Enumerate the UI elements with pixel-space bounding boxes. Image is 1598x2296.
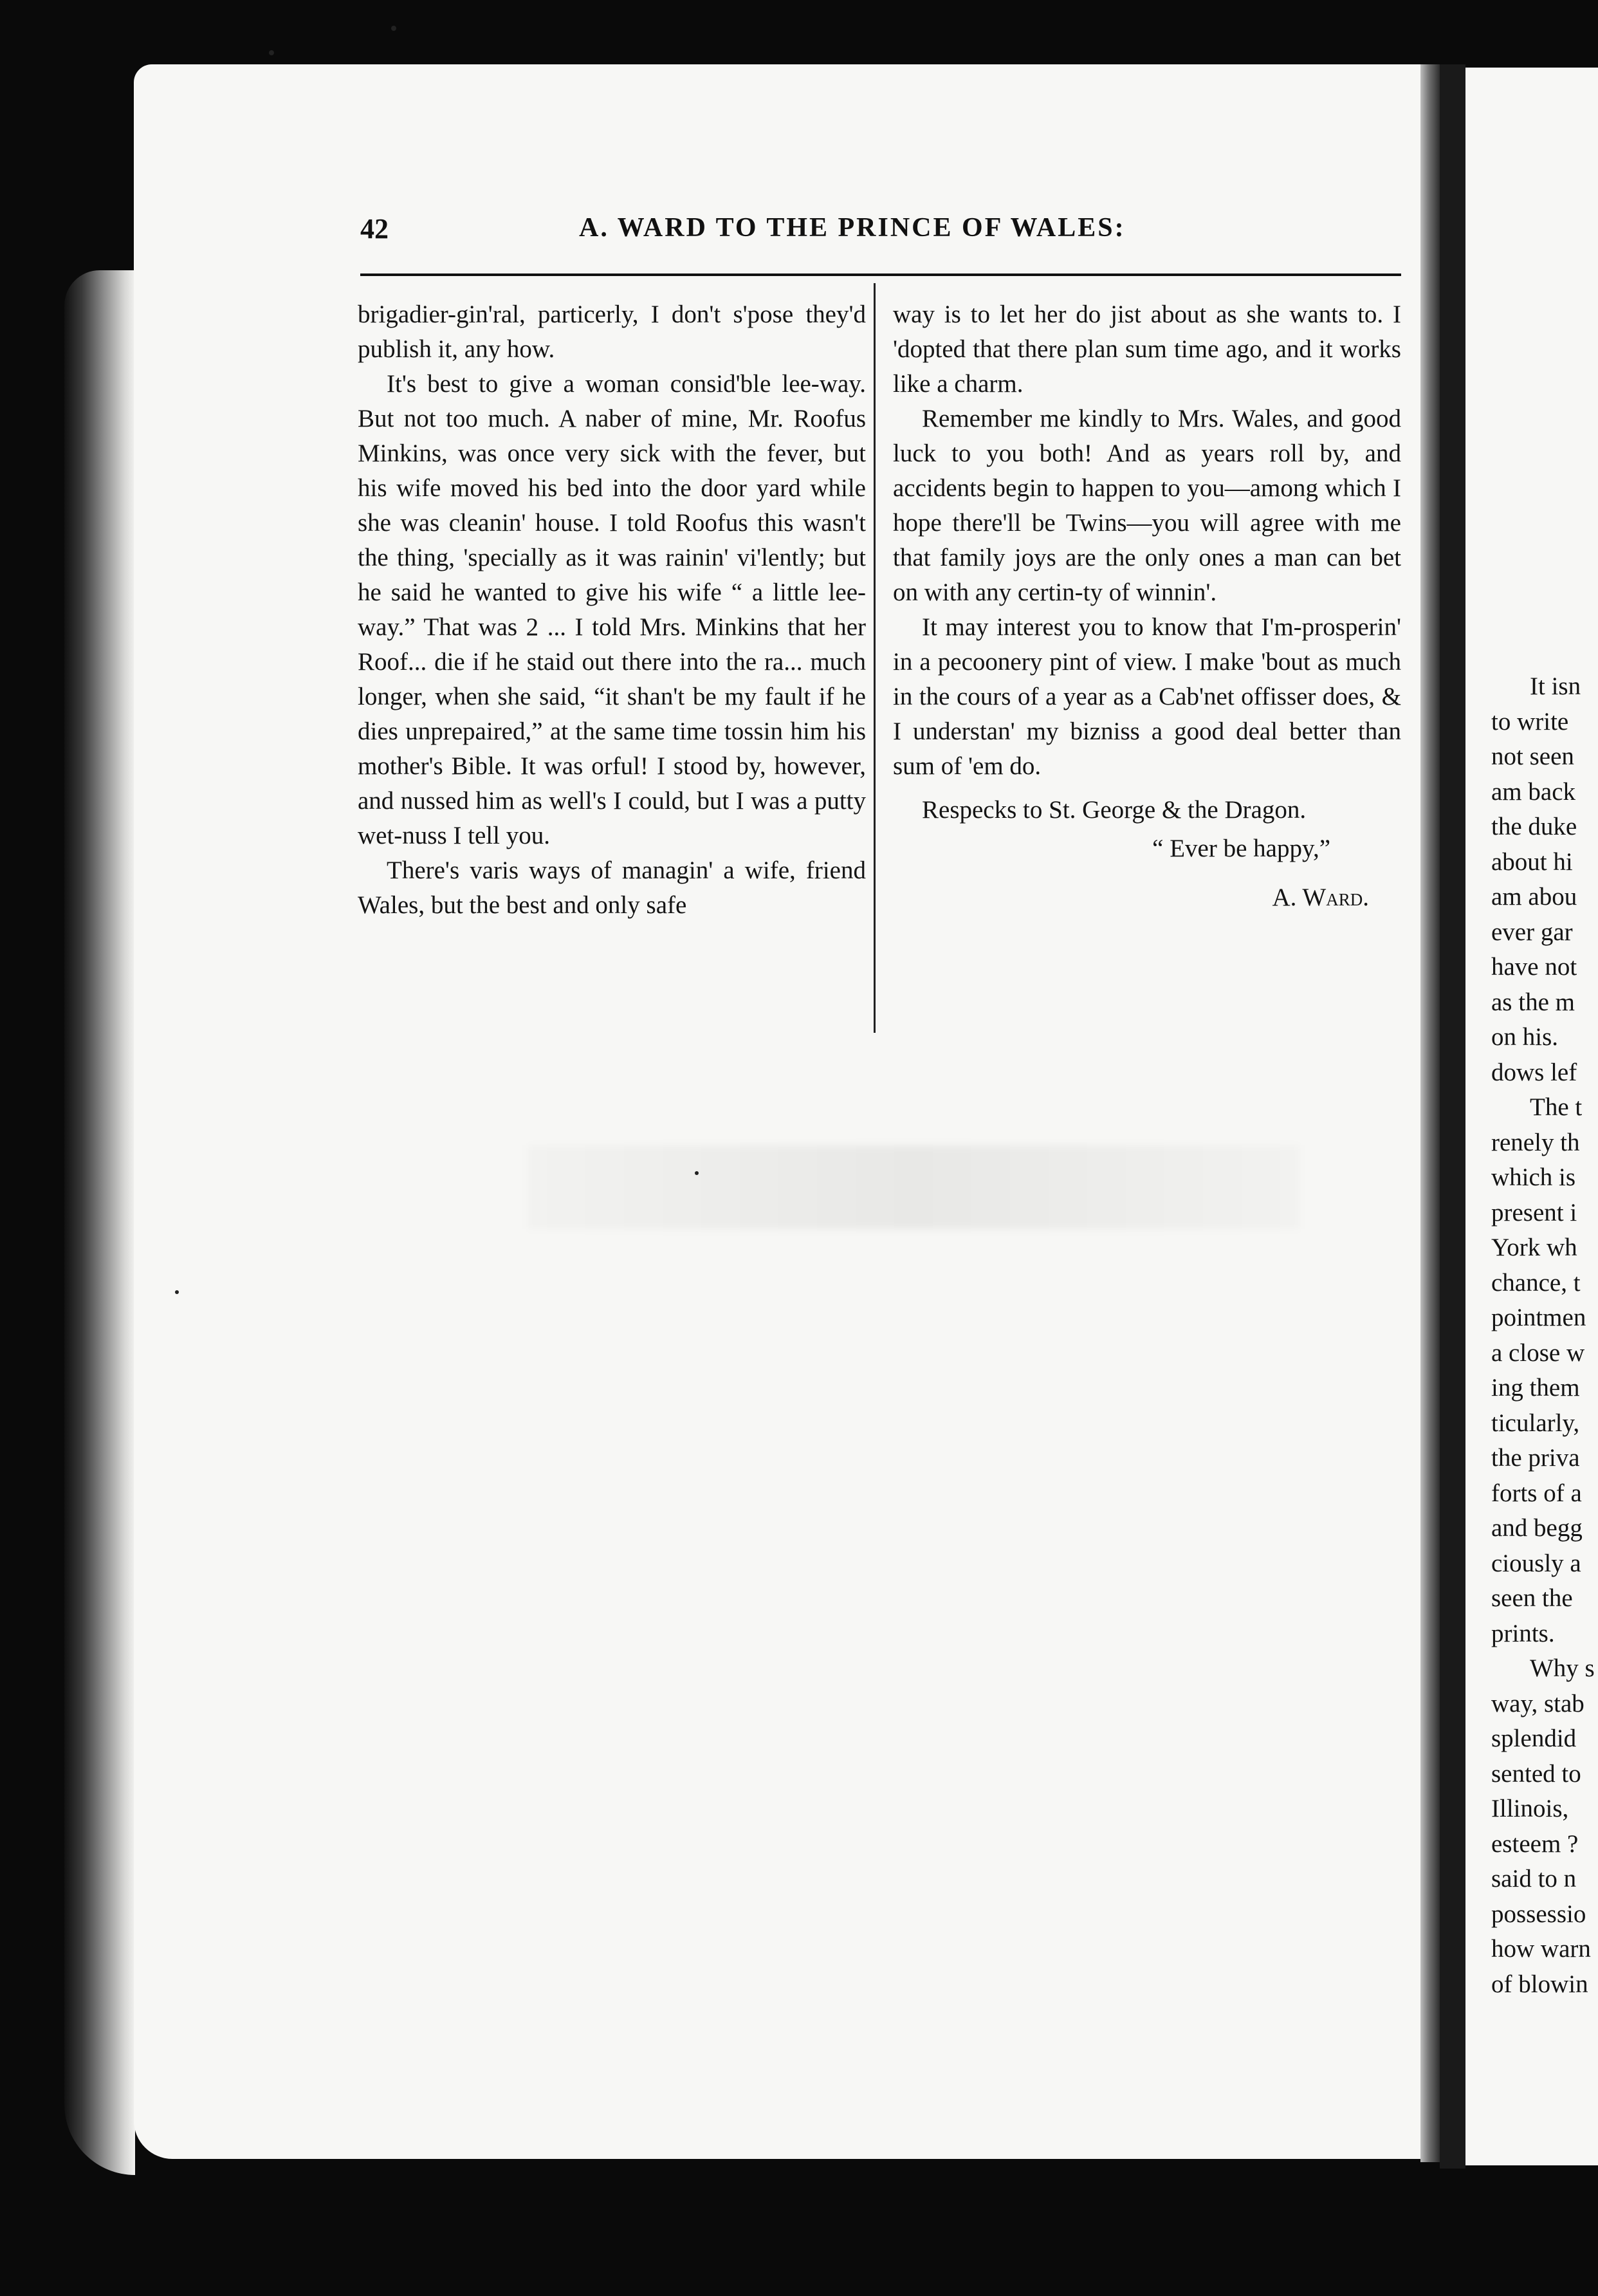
facing-line: forts of a [1491,1479,1582,1507]
book-spine [1440,64,1465,2169]
dust-speck [391,26,396,31]
facing-line: possessio [1491,1900,1586,1928]
facing-line: as the m [1491,988,1575,1016]
facing-line: to write [1491,707,1569,736]
facing-line: how warn [1491,1935,1591,1963]
facing-line: ing them [1491,1374,1580,1402]
paragraph: There's varis ways of managin' a wife, friend Wales, but the best and only safe [358,856,866,919]
left-column [358,297,866,923]
header-rule [360,273,1401,276]
facing-line: dows lef [1491,1058,1577,1086]
signature: A. Ward. [1272,884,1369,911]
facing-line: ticularly, [1491,1409,1580,1437]
facing-line: renely th [1491,1128,1580,1156]
closing-line: Respecks to St. George & the Dragon. [922,796,1307,824]
facing-line: seen the [1491,1584,1573,1612]
facing-line: chance, t [1491,1268,1581,1297]
facing-line: present i [1491,1198,1577,1227]
paragraph: brigadier-gin'ral, particerly, I don't s'pose they'd publish it, any how. [358,301,866,363]
paragraph: It's best to give a woman consid'ble lee-way. But not too much. A naber of mine, Mr. Roofus Minkins, was once very sick with the fever, but his wife moved his bed into the door yard while she was cleanin' house. I told Roofus this wasn't the thing, 'specially as it was rainin' vi'lently; but he said he wanted to give his wife “ a little lee-way.” That was 2 ... I told Mrs. Minkins that her Roof... die if he staid out there into the ra... much longer, when she said, “it shan't be my fault if he dies unprepaired,” at the same time tossin him his mother's Bible. It was orful! I stood by, however, and nussed him as well's I could, but I was a putty wet-nuss I tell you. [358,370,866,849]
dust-speck [269,50,274,55]
running-title: A. WARD TO THE PRINCE OF WALES: [579,213,1126,243]
page-header [360,212,1402,251]
facing-line: a close w [1491,1338,1585,1367]
facing-line: The t [1530,1093,1583,1121]
facing-line: esteem ? [1491,1829,1579,1858]
signoff-line: “ Ever be happy,” [1152,835,1330,862]
facing-line: prints. [1491,1619,1555,1647]
book-gutter [1420,64,1440,2162]
column-divider [874,283,876,1033]
facing-line: not seen [1491,743,1574,770]
paragraph: Remember me kindly to Mrs. Wales, and good luck to you both! And as years roll by, and accidents begin to happen to you—among which I hope there'll be Twins—you will agree with me that family joys are the only ones a man can bet on with any certin-ty of winnin'. [893,405,1401,606]
facing-line: sented to [1491,1759,1581,1788]
facing-line: Illinois, [1491,1795,1569,1822]
facing-line: about hi [1491,847,1573,876]
facing-line: on his. [1491,1023,1559,1051]
facing-line: which is [1491,1163,1576,1191]
facing-line: ciously a [1491,1549,1581,1577]
facing-line: have not [1491,953,1577,981]
facing-page-text [1491,669,1598,2002]
facing-line: am abou [1491,883,1577,911]
dust-speck [175,1290,179,1294]
facing-line: am back [1491,777,1576,806]
show-through-text [528,1145,1300,1229]
paragraph: way is to let her do jist about as she wants to. I 'dopted that there plan sum time ago, and it works like a charm. [893,301,1401,398]
page-edge [64,270,135,2175]
facing-line: the priva [1491,1444,1580,1472]
facing-line: York wh [1491,1234,1577,1261]
facing-line: pointmen [1491,1304,1586,1331]
page-number: 42 [360,213,389,245]
facing-line: It isn [1530,672,1581,700]
paragraph: It may interest you to know that I'm-prosperin' in a pecoonery pint of view. I make 'bout as much in the cours of a year as a Cab'net offisser does, & I understan' my bizniss a good deal better than sum of 'em do. [893,613,1401,780]
facing-line: way, stab [1491,1689,1584,1717]
facing-line: and begg [1491,1514,1583,1542]
facing-line: splendid [1491,1725,1577,1752]
facing-line: of blowin [1491,1970,1588,1998]
facing-line: the duke [1491,813,1577,840]
facing-line: said to n [1491,1865,1577,1893]
facing-line: ever gar [1491,918,1573,946]
facing-line: Why s [1530,1654,1595,1682]
right-column [893,297,1401,915]
